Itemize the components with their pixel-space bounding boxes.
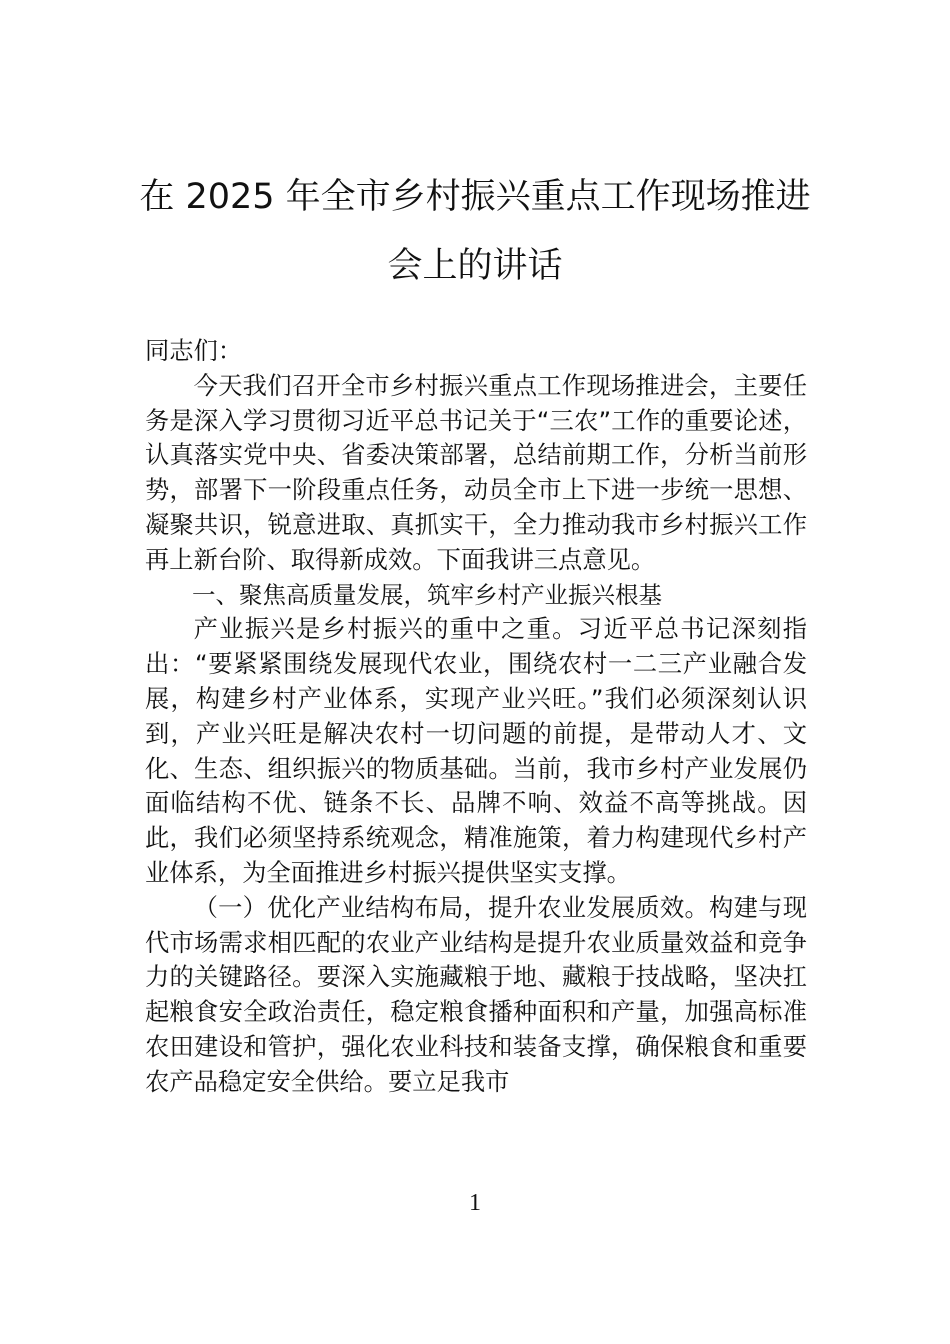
document-title-line-1: 在 2025 年全市乡村振兴重点工作现场推进 [139, 177, 811, 217]
document-title-line-2: 会上的讲话 [387, 246, 563, 286]
page-number: 1 [469, 1190, 481, 1216]
paragraph-intro: 今天我们召开全市乡村振兴重点工作现场推进会，主要任务是深入学习贯彻习近平总书记关于“三农”工作的重要论述，认真落实党中央、省委决策部署，总结前期工作，分析当前形势，部署下一阶段重点任务，动员全市上下进一步统一思想、凝聚共识，锐意进取、真抓实干，全力推动我市乡村振兴工作再上新台阶、取得新成效。下面我讲三点意见。 [145, 370, 807, 574]
document-body [145, 334, 807, 1100]
paragraph-industry: 产业振兴是乡村振兴的重中之重。习近平总书记深刻指出：“要紧紧围绕发展现代农业，围绕农村一二三产业融合发展，构建乡村产业体系，实现产业兴旺。”我们必须深刻认识到，产业兴旺是解决农村一切问题的前提，是带动人才、文化、生态、组织振兴的物质基础。当前，我市乡村产业发展仍面临结构不优、链条不长、品牌不响、效益不高等挑战。因此，我们必须坚持系统观念，精准施策，着力构建现代乡村产业体系，为全面推进乡村振兴提供坚实支撑。 [145, 614, 807, 887]
section-heading-1: 一、聚焦高质量发展，筑牢乡村产业振兴根基 [192, 580, 662, 609]
paragraph-subsection-1: （一）优化产业结构布局，提升农业发展质效。构建与现代市场需求相匹配的农业产业结构是提升农业质量效益和竞争力的关键路径。要深入实施藏粮于地、藏粮于技战略，坚决扛起粮食安全政治责任，稳定粮食播种面积和产量，加强高标准农田建设和管护，强化农业科技和装备支撑，确保粮食和重要农产品稳定安全供给。要立足我市 [145, 892, 807, 1096]
salutation: 同志们： [145, 336, 243, 365]
